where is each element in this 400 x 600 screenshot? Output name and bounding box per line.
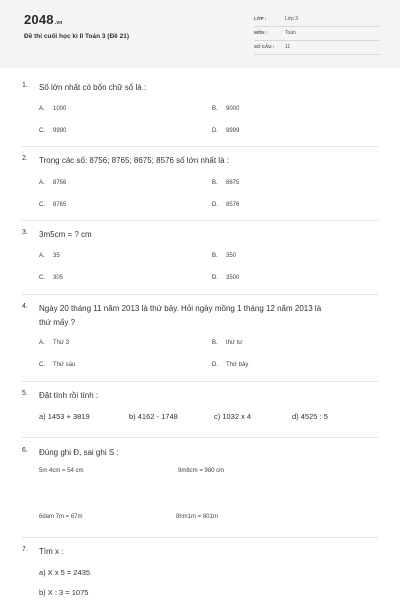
question-text-line1: Ngày 20 tháng 11 năm 2013 là thứ bảy. Hỏi ngày mồng 1 tháng 12 năm 2013 là bbox=[39, 304, 322, 313]
meta-class-value: Lớp 3 bbox=[285, 16, 299, 22]
q4-option-b[interactable] bbox=[212, 340, 242, 346]
option-key: B. bbox=[212, 106, 218, 112]
question-number: 5. bbox=[22, 390, 28, 397]
question-text-line2: thứ mấy ? bbox=[39, 318, 76, 327]
option-key: C. bbox=[39, 275, 45, 281]
option-key: D. bbox=[212, 202, 218, 208]
q3-option-b[interactable] bbox=[212, 253, 236, 259]
question-text: Đúng ghi Đ, sai ghi S : bbox=[39, 448, 119, 457]
meta-count-value: 11 bbox=[285, 44, 291, 50]
question-text: 3m5cm = ? cm bbox=[39, 230, 92, 239]
option-key: D. bbox=[212, 275, 218, 281]
option-text: 1000 bbox=[53, 106, 67, 112]
divider bbox=[22, 294, 378, 295]
question-number: 2. bbox=[22, 155, 28, 162]
option-key: B. bbox=[212, 180, 218, 186]
option-text: 350 bbox=[226, 253, 237, 259]
divider bbox=[22, 437, 378, 438]
meta-subject-row bbox=[254, 28, 380, 41]
meta-subject-label: MÔN : bbox=[254, 30, 268, 35]
q2-option-d[interactable] bbox=[212, 202, 239, 208]
option-key: D. bbox=[212, 128, 218, 134]
question-number: 1. bbox=[22, 82, 28, 89]
q1-option-a[interactable] bbox=[39, 106, 66, 112]
q6-item-4: 8hm1m = 801m bbox=[176, 514, 218, 520]
option-text: 8756 bbox=[53, 180, 67, 186]
option-key: A. bbox=[39, 180, 45, 186]
option-text: 35 bbox=[53, 253, 60, 259]
meta-class-row bbox=[254, 14, 380, 27]
meta-class-label: LỚP : bbox=[254, 16, 267, 21]
question-number: 3. bbox=[22, 229, 28, 236]
question-text: Số lớn nhất có bốn chữ số là : bbox=[39, 83, 147, 92]
q5-item-c: c) 1032 x 4 bbox=[214, 412, 252, 421]
divider bbox=[22, 381, 378, 382]
option-key: C. bbox=[39, 362, 45, 368]
question-text: Trong các số: 8756; 8765; 8675; 8576 số lớn nhất là : bbox=[39, 156, 229, 165]
option-text: 8765 bbox=[53, 202, 67, 208]
q1-option-c[interactable] bbox=[39, 128, 66, 134]
q3-option-c[interactable] bbox=[39, 275, 63, 281]
q5-item-a: a) 1453 + 3819 bbox=[39, 412, 90, 421]
question-number: 7. bbox=[22, 546, 28, 553]
option-text: 9999 bbox=[226, 128, 240, 134]
q6-item-3: 6dam 7m = 67m bbox=[39, 514, 83, 520]
q5-item-b: b) 4162 - 1748 bbox=[129, 412, 178, 421]
q7-item-a: a) X x 5 = 2435 bbox=[39, 568, 91, 577]
option-text: Thứ 3 bbox=[53, 340, 70, 346]
option-key: A. bbox=[39, 106, 45, 112]
option-key: A. bbox=[39, 340, 45, 346]
q4-option-d[interactable] bbox=[212, 362, 248, 368]
meta-count-row bbox=[254, 42, 380, 55]
exam-title: Đề thi cuối học kì II Toán 3 (Đề 21) bbox=[24, 33, 129, 40]
option-text: Thứ bảy bbox=[226, 362, 249, 368]
option-text: 8576 bbox=[226, 202, 240, 208]
option-key: C. bbox=[39, 202, 45, 208]
q5-item-d: d) 4525 : 5 bbox=[292, 412, 328, 421]
logo-text: 2048 bbox=[24, 12, 54, 27]
divider bbox=[22, 220, 378, 221]
option-text: thứ tư bbox=[226, 340, 243, 346]
option-text: 305 bbox=[53, 275, 64, 281]
option-key: D. bbox=[212, 362, 218, 368]
logo-suffix: .vn bbox=[54, 20, 63, 26]
option-key: A. bbox=[39, 253, 45, 259]
exam-header bbox=[0, 0, 400, 68]
q2-option-b[interactable] bbox=[212, 180, 239, 186]
meta-count-label: SỐ CÂU : bbox=[254, 44, 275, 49]
site-logo[interactable] bbox=[24, 12, 63, 27]
q4-option-c[interactable] bbox=[39, 362, 75, 368]
option-text: 9990 bbox=[53, 128, 67, 134]
q4-option-a[interactable] bbox=[39, 340, 69, 346]
meta-subject-value: Toán bbox=[285, 30, 296, 36]
option-text: 3500 bbox=[226, 275, 240, 281]
option-text: 8675 bbox=[226, 180, 240, 186]
question-number: 6. bbox=[22, 447, 28, 454]
question-number: 4. bbox=[22, 303, 28, 310]
q2-option-a[interactable] bbox=[39, 180, 66, 186]
option-key: C. bbox=[39, 128, 45, 134]
q7-item-b: b) X : 3 = 1075 bbox=[39, 588, 89, 597]
q2-option-c[interactable] bbox=[39, 202, 66, 208]
q3-option-a[interactable] bbox=[39, 253, 60, 259]
q6-item-1: 5m 4cm = 54 cm bbox=[39, 468, 84, 474]
question-text: Đặt tính rồi tính : bbox=[39, 391, 99, 400]
option-text: 9000 bbox=[226, 106, 240, 112]
q1-option-d[interactable] bbox=[212, 128, 239, 134]
option-key: B. bbox=[212, 253, 218, 259]
divider bbox=[22, 537, 378, 538]
option-text: Thứ sáu bbox=[53, 362, 76, 368]
question-text: Tìm x : bbox=[39, 547, 64, 556]
divider bbox=[22, 146, 378, 147]
q3-option-d[interactable] bbox=[212, 275, 239, 281]
q6-item-2: 9m8cm = 980 cm bbox=[178, 468, 225, 474]
q1-option-b[interactable] bbox=[212, 106, 239, 112]
option-key: B. bbox=[212, 340, 218, 346]
